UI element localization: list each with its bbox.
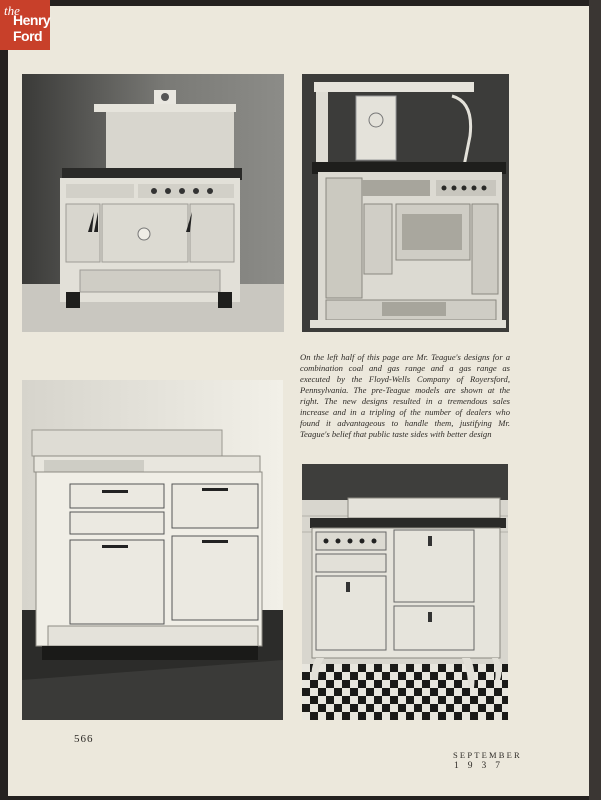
issue-month: SEPTEMBER: [453, 750, 522, 760]
henry-ford-logo: the Henry Ford: [0, 0, 50, 50]
caption-text: On the left half of this page are Mr. Teague's designs for a combination coal and gas range and a gas range as executed by the Floyd-Wells Company of Royersford, Pennsylvania. The pre-Teague models are shown at the right. The new designs resulted in a tremendous sales increase and in a tripling of the number of dealers who found it advantageous to handle them, justifying Mr. Teague's belief that public taste sides with better design: [300, 352, 510, 439]
pre-teague-combination-range-photo: [302, 74, 509, 332]
magazine-page: [8, 6, 591, 796]
book-spine-edge: [589, 0, 601, 800]
teague-gas-range-photo: [22, 380, 283, 720]
issue-year: 1937: [454, 761, 509, 771]
teague-combination-range-photo: [22, 74, 284, 332]
page-number: 566: [74, 733, 94, 745]
pre-teague-gas-range-photo: [302, 464, 508, 720]
